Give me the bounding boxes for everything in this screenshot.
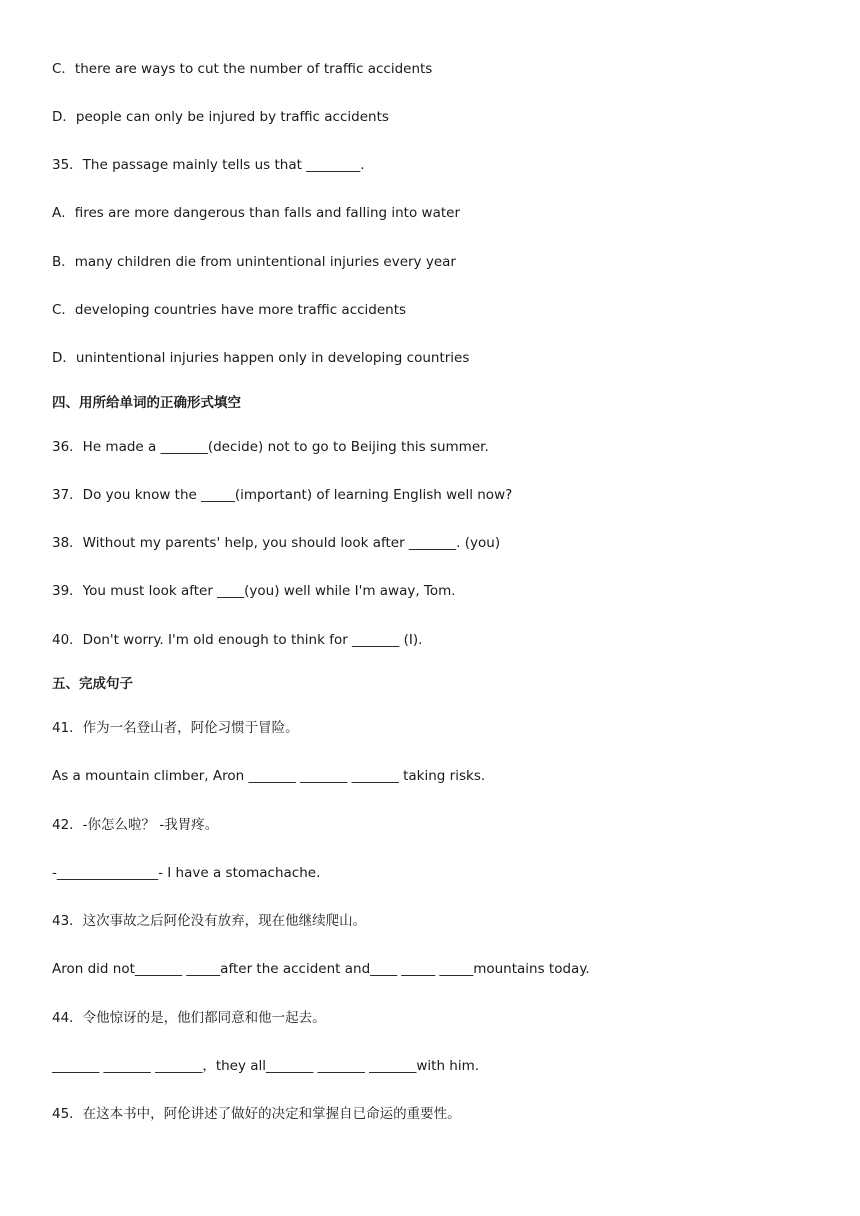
question-41: 41．作为一名登山者，阿伦习惯于冒险。 [52,720,299,736]
option-34-c: C．there are ways to cut the number of traffic accidents [52,61,433,77]
question-39: 39．You must look after ____(you) well while I'm away, Tom. [52,583,456,599]
question-35: 35．The passage mainly tells us that ________. [52,157,365,173]
option-35-a: A．fires are more dangerous than falls and falling into water [52,205,460,221]
question-43: 43．这次事故之后阿伦没有放弃，现在他继续爬山。 [52,913,367,929]
question-40: 40．Don't worry. I'm old enough to think for _______ (I). [52,632,423,648]
question-44: 44．令他惊讶的是，他们都同意和他一起去。 [52,1010,326,1026]
question-45: 45．在这本书中，阿伦讲述了做好的决定和掌握自已命运的重要性。 [52,1106,461,1122]
option-35-b: B．many children die from unintentional injuries every year [52,254,456,270]
question-42: 42．-你怎么啦？ -我胃疼。 [52,817,219,833]
answer-line-44: _______ _______ _______，they all_______ _______ _______with him. [52,1058,480,1074]
option-35-c: C．developing countries have more traffic accidents [52,302,407,318]
section-heading-4: 四、用所给单词的正确形式填空 [52,395,241,411]
answer-line-43: Aron did not_______ _____after the accident and____ _____ _____mountains today. [52,961,590,977]
answer-line-42: -_______________- I have a stomachache. [52,865,321,881]
answer-line-41: As a mountain climber, Aron _______ _______ _______ taking risks. [52,768,486,784]
option-35-d: D．unintentional injuries happen only in developing countries [52,350,470,366]
section-heading-5: 五、完成句子 [52,676,133,692]
question-38: 38．Without my parents' help, you should look after _______. (you) [52,535,501,551]
option-34-d: D．people can only be injured by traffic accidents [52,109,389,125]
question-37: 37．Do you know the _____(important) of learning English well now? [52,487,513,503]
question-36: 36．He made a _______(decide) not to go to Beijing this summer. [52,439,489,455]
